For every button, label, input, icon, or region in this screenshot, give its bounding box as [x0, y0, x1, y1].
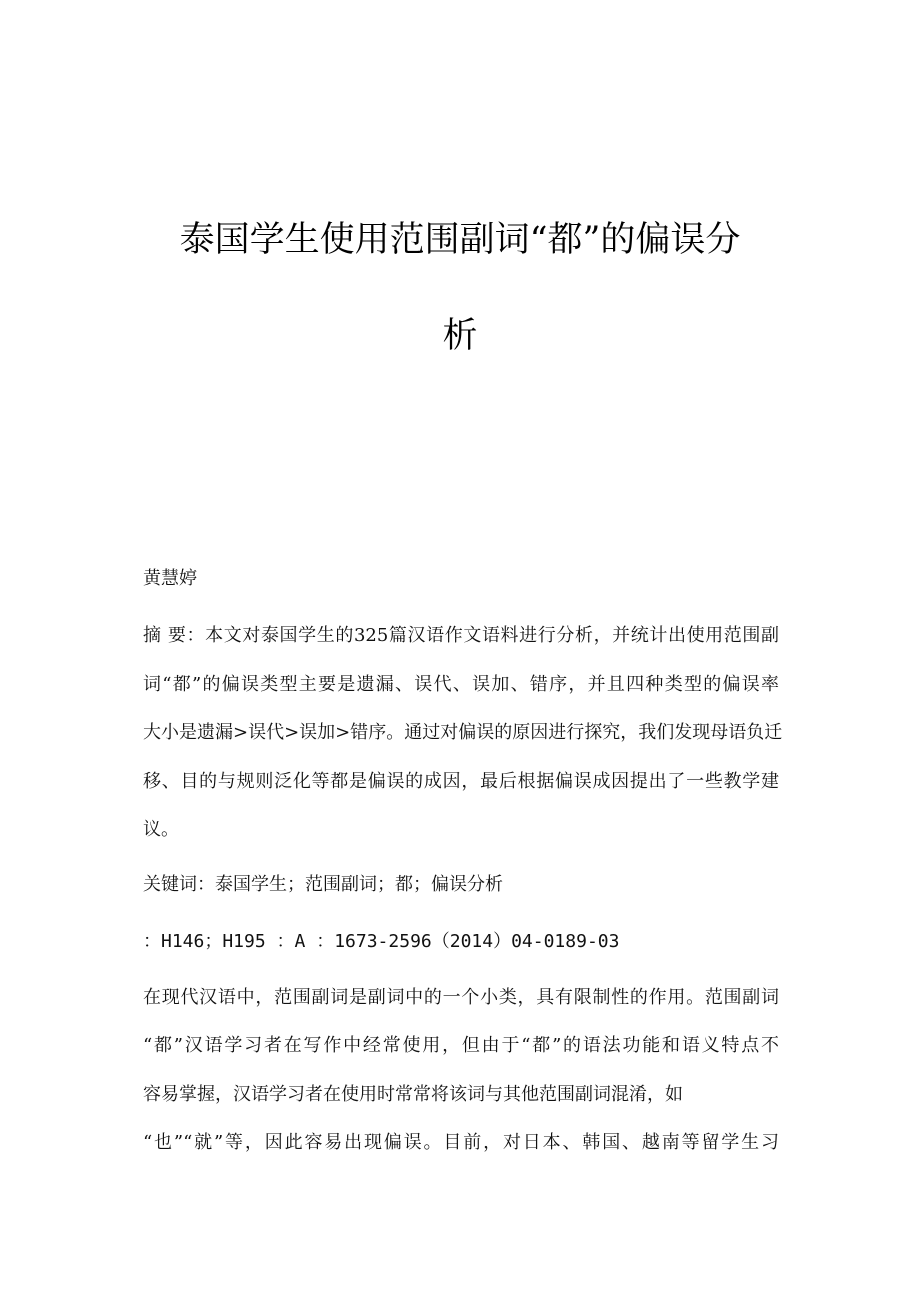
body-line-1: 在现代汉语中，范围副词是副词中的一个小类，具有限制性的作用。范围副词	[143, 987, 779, 1008]
keywords: 关键词：泰国学生；范围副词；都；偏误分析	[143, 874, 503, 895]
abstract-line-5: 议。	[143, 819, 179, 840]
body-line-3: 容易掌握，汉语学习者在使用时常常将该词与其他范围副词混淆，如	[143, 1084, 683, 1105]
classification-code: ：H146；H195 ：A ：1673-2596（2014）04-0189-03	[143, 931, 620, 952]
author: 黄慧婷	[143, 568, 197, 589]
abstract-line-3: 大小是遗漏>误代>误加>错序。通过对偏误的原因进行探究，我们发现母语负迁	[143, 722, 783, 743]
abstract-line-2: 词“都”的偏误类型主要是遗漏、误代、误加、错序，并且四种类型的偏误率	[143, 674, 779, 695]
abstract-line-1: 摘 要：本文对泰国学生的325篇汉语作文语料进行分析，并统计出使用范围副	[143, 625, 779, 646]
abstract-line-4: 移、目的与规则泛化等都是偏误的成因，最后根据偏误成因提出了一些教学建	[143, 771, 779, 792]
title-line-2: 析	[442, 316, 478, 356]
body-line-4: “也”“就”等，因此容易出现偏误。目前，对日本、韩国、越南等留学生习	[143, 1132, 779, 1153]
body-line-2: “都”汉语学习者在写作中经常使用，但由于“都”的语法功能和语义特点不	[143, 1035, 779, 1056]
title-line-1: 泰国学生使用范围副词“都”的偏误分	[179, 220, 741, 260]
